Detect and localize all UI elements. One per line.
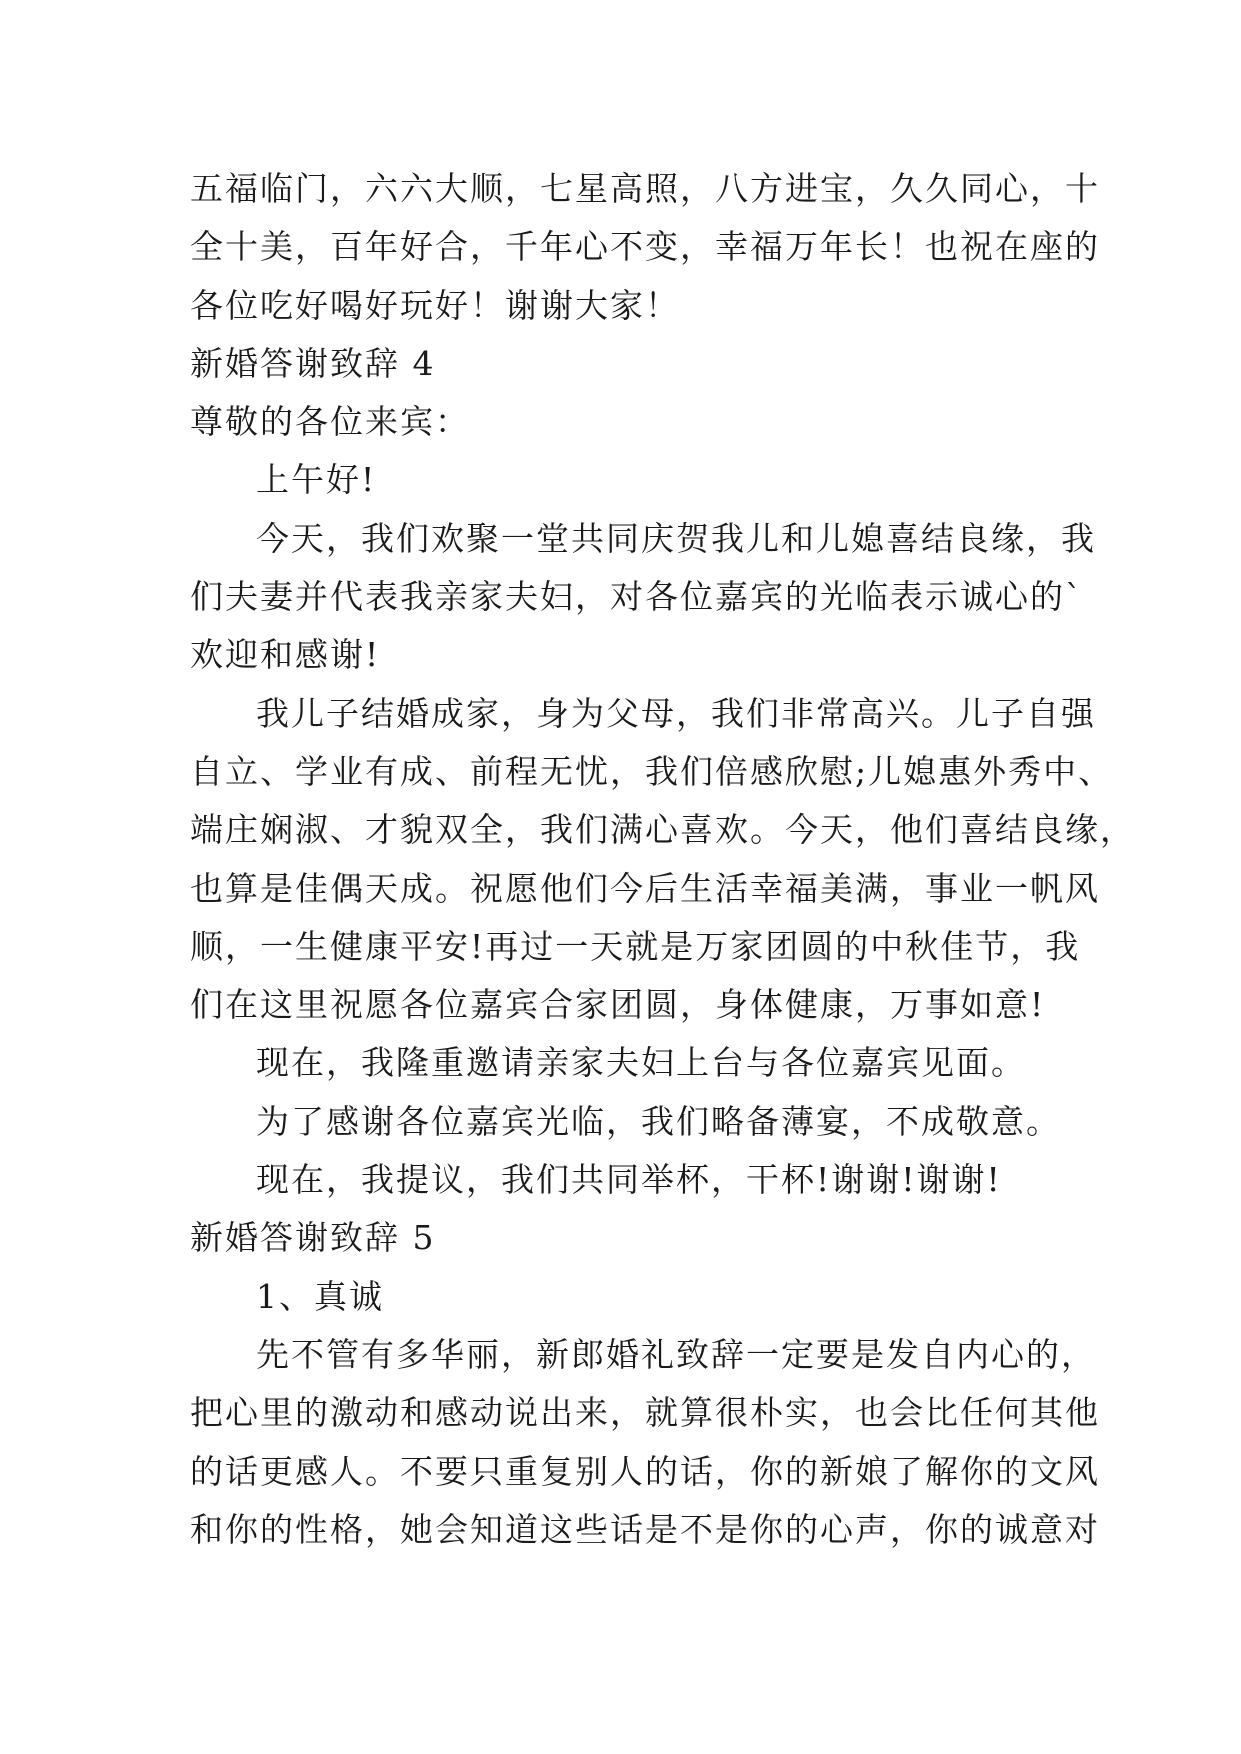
text-line: 端庄娴淑、才貌双全，我们满心喜欢。今天，他们喜结良缘， — [190, 810, 1135, 850]
text-line: 五福临门，六六大顺，七星高照，八方进宝，久久同心，十 — [190, 169, 1100, 208]
text-line: 为了感谢各位嘉宾光临，我们略备薄宴，不成敬意。 — [256, 1101, 1061, 1141]
text-line: 尊敬的各位来宾： — [190, 402, 470, 442]
text-line: 今天，我们欢聚一堂共同庆贺我儿和儿媳喜结良缘，我 — [256, 518, 1096, 558]
text-line: 新婚答谢致辞 5 — [190, 1218, 436, 1258]
text-line: 全十美，百年好合，千年心不变，幸福万年长！也祝在座的 — [190, 227, 1100, 267]
text-line: 们在这里祝愿各位嘉宾合家团圆，身体健康，万事如意! — [190, 985, 1046, 1025]
text-line: 把心里的激动和感动说出来，就算很朴实，也会比任何其他 — [190, 1393, 1100, 1433]
text-line: 自立、学业有成、前程无忧，我们倍感欣慰;儿媳惠外秀中、 — [190, 751, 1114, 791]
text-line: 各位吃好喝好玩好！谢谢大家！ — [190, 285, 680, 325]
text-line: 顺，一生健康平安!再过一天就是万家团圆的中秋佳节，我 — [190, 926, 1081, 966]
text-line: 1、真诚 — [256, 1276, 384, 1316]
text-line: 的话更感人。不要只重复别人的话，你的新娘了解你的文风 — [190, 1451, 1100, 1491]
text-line: 先不管有多华丽，新郎婚礼致辞一定要是发自内心的， — [256, 1334, 1096, 1374]
text-line: 和你的性格，她会知道这些话是不是你的心声，你的诚意对 — [190, 1509, 1100, 1549]
text-line: 也算是佳偶天成。祝愿他们今后生活幸福美满，事业一帆风 — [190, 868, 1100, 908]
text-line: 现在，我隆重邀请亲家夫妇上台与各位嘉宾见面。 — [256, 1043, 1026, 1083]
text-line: 们夫妻并代表我亲家夫妇，对各位嘉宾的光临表示诚心的` — [190, 577, 1084, 617]
text-line: 我儿子结婚成家，身为父母，我们非常高兴。儿子自强 — [256, 693, 1096, 733]
text-line: 欢迎和感谢! — [190, 635, 381, 675]
text-line: 上午好! — [256, 460, 377, 500]
text-line: 现在，我提议，我们共同举杯，干杯!谢谢!谢谢! — [256, 1160, 1002, 1200]
text-line: 新婚答谢致辞 4 — [190, 343, 436, 383]
document-body — [190, 160, 1135, 1559]
